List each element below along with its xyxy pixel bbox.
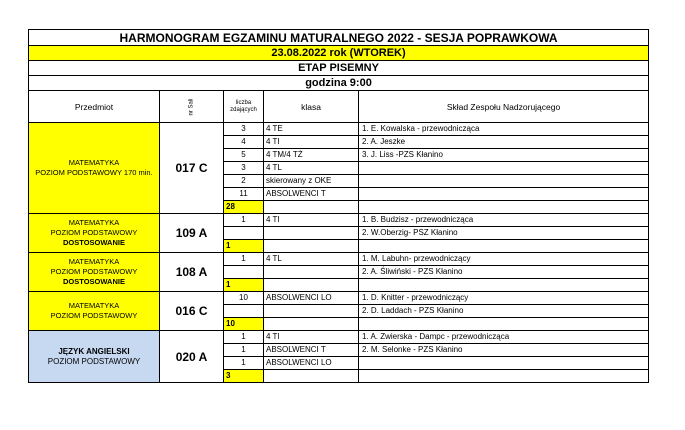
room-number: 017 C (160, 123, 224, 214)
subject-line: POZIOM PODSTAWOWY (50, 311, 138, 320)
klasa-cell: 4 TM/4 TŻ (264, 149, 359, 162)
total-count: 1 (224, 240, 264, 253)
klasa-cell (264, 370, 359, 383)
room-number: 016 C (160, 292, 224, 331)
sklad-cell (359, 357, 649, 370)
count-cell: 1 (224, 344, 264, 357)
klasa-cell: ABSOLWENCI LO (264, 357, 359, 370)
exam-group (29, 123, 649, 214)
klasa-cell (264, 227, 359, 240)
room-number: 108 A (160, 253, 224, 292)
count-cell: 11 (224, 188, 264, 201)
count-cell: 1 (224, 331, 264, 344)
klasa-cell: skierowany z OKE (264, 175, 359, 188)
subject-line: DOSTOSOWANIE (63, 238, 125, 247)
count-cell: 1 (224, 253, 264, 266)
sklad-cell: 2. A. Śliwiński - PZS Kłanino (359, 266, 649, 279)
total-count: 3 (224, 370, 264, 383)
sklad-cell (359, 188, 649, 201)
exam-group (29, 253, 649, 292)
sklad-cell: 2. M. Selonke - PZS Kłanino (359, 344, 649, 357)
sklad-cell (359, 175, 649, 188)
nr-sali-label: nr Sali (188, 97, 195, 116)
column-header-klasa: klasa (264, 91, 359, 123)
sklad-cell (359, 370, 649, 383)
subject-line: DOSTOSOWANIE (63, 277, 125, 286)
count-cell: 4 (224, 136, 264, 149)
exam-group (29, 331, 649, 383)
count-cell: 3 (224, 162, 264, 175)
klasa-cell (264, 240, 359, 253)
exam-time: godzina 9:00 (29, 76, 649, 91)
sklad-cell (359, 162, 649, 175)
schedule-table (28, 29, 649, 383)
count-cell (224, 305, 264, 318)
sklad-cell: 2. W.Oberzig- PSZ Kłanino (359, 227, 649, 240)
klasa-cell: 4 TL (264, 253, 359, 266)
subject-line: POZIOM PODSTAWOWY 170 min. (35, 168, 153, 177)
sklad-cell (359, 318, 649, 331)
count-cell: 1 (224, 214, 264, 227)
column-header-liczba-zdajacych: liczba zdających (224, 91, 264, 123)
sklad-cell (359, 201, 649, 214)
subject-line: MATEMATYKA (68, 301, 120, 310)
count-cell: 1 (224, 357, 264, 370)
klasa-cell (264, 201, 359, 214)
column-header-sklad: Skład Zespołu Nadzorującego (359, 91, 649, 123)
count-cell: 10 (224, 292, 264, 305)
exam-stage: ETAP PISEMNY (29, 61, 649, 76)
total-count: 1 (224, 279, 264, 292)
count-cell (224, 266, 264, 279)
sklad-cell: 1. A. Zwierska - Dampc - przewodnicząca (359, 331, 649, 344)
subject-line: POZIOM PODSTAWOWY (47, 356, 141, 366)
count-cell: 3 (224, 123, 264, 136)
klasa-cell: 4 TI (264, 136, 359, 149)
subject-cell (29, 331, 160, 383)
klasa-cell: 4 TI (264, 214, 359, 227)
count-cell: 5 (224, 149, 264, 162)
klasa-cell: 4 TL (264, 162, 359, 175)
room-number: 020 A (160, 331, 224, 383)
klasa-cell (264, 266, 359, 279)
sklad-cell: 1. D. Knitter - przewodniczący (359, 292, 649, 305)
subject-line: MATEMATYKA (68, 158, 120, 167)
sklad-cell: 1. B. Budzisz - przewodnicząca (359, 214, 649, 227)
total-count: 28 (224, 201, 264, 214)
count-cell: 2 (224, 175, 264, 188)
schedule-sheet (28, 29, 648, 383)
sklad-cell: 1. E. Kowalska - przewodnicząca (359, 123, 649, 136)
room-number: 109 A (160, 214, 224, 253)
klasa-cell (264, 318, 359, 331)
klasa-cell: ABSOLWENCI LO (264, 292, 359, 305)
subject-cell (29, 253, 160, 292)
klasa-cell: 4 TI (264, 331, 359, 344)
column-header-nr-sali (160, 91, 224, 123)
klasa-cell: ABSOLWENCI T (264, 344, 359, 357)
sklad-cell: 2. A. Jeszke (359, 136, 649, 149)
klasa-cell: 4 TE (264, 123, 359, 136)
klasa-cell (264, 279, 359, 292)
count-cell (224, 227, 264, 240)
schedule-title: HARMONOGRAM EGZAMINU MATURALNEGO 2022 - SESJA POPRAWKOWA (29, 30, 649, 46)
subject-line: MATEMATYKA (68, 257, 120, 266)
sklad-cell: 2. D. Laddach - PZS Kłanino (359, 305, 649, 318)
subject-cell (29, 214, 160, 253)
subject-cell (29, 292, 160, 331)
klasa-cell (264, 305, 359, 318)
sklad-cell: 1. M. Labuhn- przewodniczący (359, 253, 649, 266)
sklad-cell: 3. J. Liss -PZS Kłanino (359, 149, 649, 162)
sklad-cell (359, 279, 649, 292)
subject-cell (29, 123, 160, 214)
total-count: 10 (224, 318, 264, 331)
exam-group (29, 292, 649, 331)
subject-line: JĘZYK ANGIELSKI (58, 346, 130, 356)
subject-line: POZIOM PODSTAWOWY (50, 228, 138, 237)
subject-line: MATEMATYKA (68, 218, 120, 227)
column-header-przedmiot: Przedmiot (29, 91, 160, 123)
exam-date: 23.08.2022 rok (WTOREK) (29, 46, 649, 61)
exam-group (29, 214, 649, 253)
sklad-cell (359, 240, 649, 253)
subject-line: POZIOM PODSTAWOWY (50, 267, 138, 276)
klasa-cell: ABSOLWENCI T (264, 188, 359, 201)
